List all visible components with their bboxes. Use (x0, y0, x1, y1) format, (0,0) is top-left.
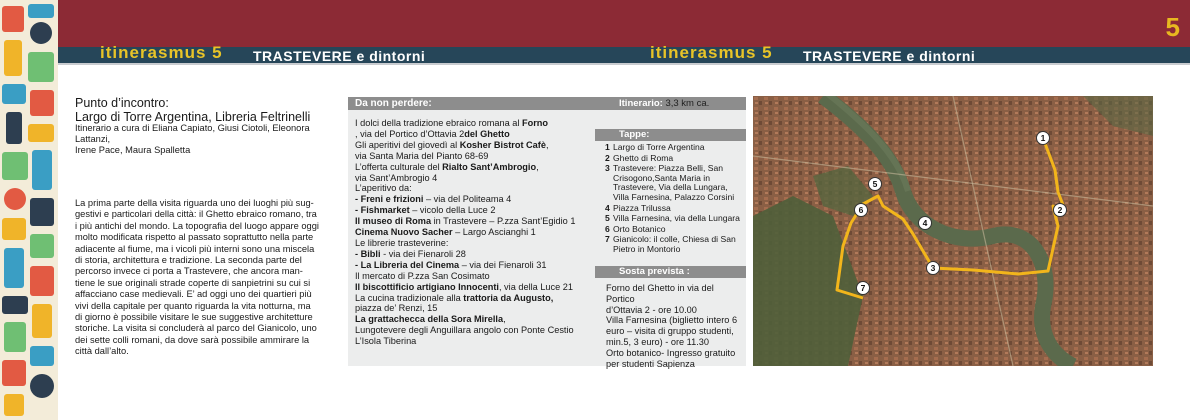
intro-line: tiene le sue originali strade coperte di sanpietrini su cui si (75, 277, 311, 288)
notebook-icon (2, 6, 24, 32)
header-title-bar (58, 47, 1190, 63)
stop-item (605, 225, 745, 235)
must-see-item (355, 293, 587, 304)
must-see-text: in Trastevere – P.zza Sant’Egidio 1 (431, 216, 576, 227)
intro-line: vivi della capitale per quanto riguarda la vita notturna, ma (75, 300, 311, 311)
must-see-text: L’aperitivo da: (355, 183, 412, 194)
stop-number: 4 (605, 202, 610, 213)
route-marker-label: 7 (860, 283, 866, 294)
stop-text: Villa Farnesina, via della Lungara (613, 213, 740, 224)
intro-line: La prima parte della visita riguarda uno dei luoghi più sug- (75, 198, 314, 208)
stop-text: Trastevere: Piazza Belli, San Crisogono,Santa Maria in Trastevere, Via della Lungara, Villa Farnesina, Palazzo Corsini (613, 163, 735, 202)
break-line: euro – visita di gruppo studenti, (606, 326, 734, 337)
stop-text: Ghetto di Roma (613, 152, 674, 163)
intro-line: di giorno è possibile visitare le sue suggestive architetture (75, 312, 313, 323)
sticky-note-icon (30, 234, 54, 258)
curators-line: Itinerario a cura di Eliana Capiato, Giusi Ciotoli, Eleonora Lattanzi, (75, 123, 310, 144)
notebook-icon (4, 322, 26, 352)
must-see-highlight: Cinema Nuovo Sacher (355, 227, 453, 238)
stop-number: 6 (605, 223, 610, 234)
must-see-text: – Largo Ascianghi 1 (452, 227, 536, 238)
page-number: 5 (1165, 12, 1180, 42)
must-see-text: , (536, 161, 539, 172)
pin-icon (4, 394, 24, 416)
intro-line: città dall’alto. (75, 346, 129, 357)
route-marker-label: 3 (930, 263, 936, 274)
stop-number: 1 (605, 142, 610, 152)
breaks-header (595, 266, 746, 278)
header-band (58, 0, 1190, 47)
marker-icon (6, 112, 22, 144)
itinerary-length (619, 97, 709, 110)
must-see-highlight: - Bibli (355, 248, 381, 259)
must-see-item (355, 151, 587, 162)
must-see-text: – via del Politeama 4 (423, 194, 512, 205)
must-see-item (355, 303, 587, 314)
intro-paragraph (75, 198, 335, 358)
ruler-icon (28, 124, 54, 142)
stop-text: Gianicolo: il colle, Chiesa di San Pietro in Montorio (613, 234, 736, 254)
must-see-item (355, 129, 587, 140)
must-see-text: Lungotevere degli Anguillara angolo con Ponte Cestio (355, 325, 574, 336)
lunchbox-icon (2, 360, 26, 386)
stops-header (595, 129, 746, 141)
highlighter-icon (32, 304, 52, 338)
must-see-list (355, 118, 587, 347)
must-see-title: Da non perdere: (355, 98, 432, 109)
intro-line: adiacente al fiume, ma i vicoli più interni sono una miscela (75, 243, 315, 254)
must-see-item (355, 162, 587, 173)
bag-icon (30, 90, 54, 116)
break-line: Forno del Ghetto in via del Portico (606, 283, 714, 304)
must-see-text: – via dei Fienaroli 31 (459, 259, 547, 270)
intro-line: storiche. La visita si concluderà al parco del Gianicolo, uno (75, 323, 317, 334)
must-see-item (355, 194, 587, 205)
must-see-text: – vicolo della Luce 2 (409, 205, 496, 216)
intro-line: di storia, architettura e tradizione. La seconda parte del (75, 255, 302, 266)
stop-item (605, 164, 745, 202)
stop-number: 7 (605, 234, 610, 245)
must-see-item (355, 282, 587, 293)
must-see-text: - via dei Fienaroli 28 (380, 248, 466, 259)
must-see-item (355, 238, 587, 249)
stop-number: 5 (605, 213, 610, 224)
must-see-text: , (503, 314, 506, 325)
clock-icon (30, 22, 52, 44)
stop-item (605, 204, 745, 214)
brand-title: itinerasmus 5 (100, 43, 223, 62)
must-see-text: L’offerta culturale del (355, 161, 443, 172)
must-see-highlight: Il biscottificio artigiano Innocenti (355, 281, 499, 292)
brand-title-right: itinerasmus 5 (650, 43, 773, 62)
must-see-item (355, 336, 587, 347)
must-see-item (355, 173, 587, 184)
intro-line: percorso invece ci porta a Trastevere, che ancora man- (75, 266, 303, 277)
pen-icon (32, 150, 52, 190)
compass-icon (30, 374, 54, 398)
must-see-item (355, 118, 587, 129)
stop-item (605, 143, 745, 153)
must-see-item (355, 216, 587, 227)
stop-item (605, 235, 745, 254)
must-see-text: , via del Portico d’Ottavia 2 (355, 128, 465, 139)
must-see-item (355, 183, 587, 194)
stops-title: Tappe: (619, 129, 650, 140)
break-line: d’Ottavia 2 - ore 10.00 (606, 304, 697, 315)
itinerary-value: 3,3 km ca. (665, 98, 710, 109)
glue-icon (4, 248, 24, 288)
stop-text: Piazza Trilussa (613, 202, 671, 213)
break-line: per studenti Sapienza (606, 358, 695, 369)
stop-item (605, 214, 745, 224)
must-see-item (355, 260, 587, 271)
route-title: TRASTEVERE e dintorni (253, 48, 426, 64)
route-marker-label: 5 (872, 179, 878, 190)
route-map-svg (753, 96, 1153, 366)
must-see-text: Gli aperitivi del giovedì al (355, 139, 460, 150)
route-map (753, 96, 1153, 366)
stop-text: Orto Botanico (613, 223, 666, 234)
meeting-point-label: Punto d’incontro: (75, 96, 169, 110)
stop-item (605, 154, 745, 164)
badge-icon (4, 188, 26, 210)
must-see-item (355, 314, 587, 325)
must-see-highlight: - Fishmarket (355, 205, 410, 216)
breaks-list (606, 283, 744, 369)
decorative-stationery-strip (0, 0, 58, 420)
header-divider (58, 63, 1190, 65)
meeting-point-place: Largo di Torre Argentina, Libreria Feltrinelli (75, 110, 311, 124)
must-see-text: piazza de’ Renzi, 15 (355, 303, 438, 314)
must-see-item (355, 271, 587, 282)
must-see-text: Il mercato di P.zza San Cosimato (355, 270, 490, 281)
route-marker-label: 1 (1040, 133, 1046, 144)
must-see-text: via Santa Maria del Pianto 68-69 (355, 150, 489, 161)
must-see-text: L’Isola Tiberina (355, 336, 417, 347)
binder-icon (30, 266, 54, 296)
breaks-title: Sosta prevista : (619, 266, 690, 277)
pencil-icon (4, 40, 22, 76)
scissors-icon (2, 218, 26, 240)
route-marker-label: 6 (858, 205, 864, 216)
itinerary-label: Itinerario: (619, 98, 663, 109)
stop-number: 3 (605, 163, 610, 174)
folder-icon (2, 84, 26, 104)
must-see-text: , (545, 139, 549, 150)
route-title-right: TRASTEVERE e dintorni (803, 48, 976, 64)
break-line: Orto botanico- Ingresso gratuito (606, 347, 736, 358)
must-see-item (355, 227, 587, 238)
intro-line: affacciano case medievali. E’ ad oggi uno dei quartieri più (75, 289, 312, 300)
must-see-highlight: - Freni e frizioni (355, 194, 424, 205)
stop-number: 2 (605, 152, 610, 163)
must-see-text: , via della Luce 21 (498, 281, 574, 292)
must-see-item (355, 140, 587, 151)
panel-header (348, 97, 746, 110)
curators (75, 123, 345, 156)
must-see-item (355, 205, 587, 216)
notepad-icon (2, 152, 28, 180)
eraser-icon (28, 4, 54, 18)
route-marker-label: 2 (1057, 205, 1063, 216)
must-see-item (355, 249, 587, 260)
intro-line: gestivi e particolari della città: il Ghetto ebraico romano, tra (75, 209, 317, 220)
break-line: Villa Farnesina (biglietto intero 6 (606, 315, 738, 326)
stop-text: Largo di Torre Argentina (613, 142, 705, 152)
must-see-highlight: - La Libreria del Cinema (355, 259, 460, 270)
stops-list (605, 143, 745, 256)
break-line: min.5, 3 euro) - ore 11.30 (606, 336, 709, 347)
must-see-text: La cucina tradizionale alla (355, 292, 464, 303)
must-see-highlight: Il museo di Roma (355, 216, 432, 227)
intro-line: molto modificata rispetto al passato soprattutto nella parte (75, 232, 314, 243)
must-see-highlight: Forno (522, 118, 549, 128)
must-see-item (355, 325, 587, 336)
curators-line: Irene Pace, Maura Spalletta (75, 145, 191, 155)
must-see-highlight: del Ghetto (464, 128, 510, 139)
intro-line: dei sette colli romani, da dove sarà possibile ammirare la (75, 334, 310, 345)
must-see-highlight: Kosher Bistrot Cafè (459, 139, 546, 150)
must-see-text: Le librerie trasteverine: (355, 237, 449, 248)
tape-icon (2, 296, 28, 314)
intro-line: i più antichi del mondo. La topografia del luogo appare oggi (75, 220, 319, 231)
calculator-icon (30, 198, 54, 226)
must-see-highlight: La grattachecca della Sora Mirella (355, 314, 504, 325)
glasses-icon (30, 346, 54, 366)
must-see-highlight: Rialto Sant’Ambrogio (442, 161, 537, 172)
route-marker-label: 4 (922, 218, 928, 229)
must-see-highlight: trattoria da Augusto, (463, 292, 554, 303)
must-see-text: via Sant’Ambrogio 4 (355, 172, 438, 183)
must-see-text: I dolci della tradizione ebraico romana al (355, 118, 522, 128)
book-icon (28, 52, 54, 82)
